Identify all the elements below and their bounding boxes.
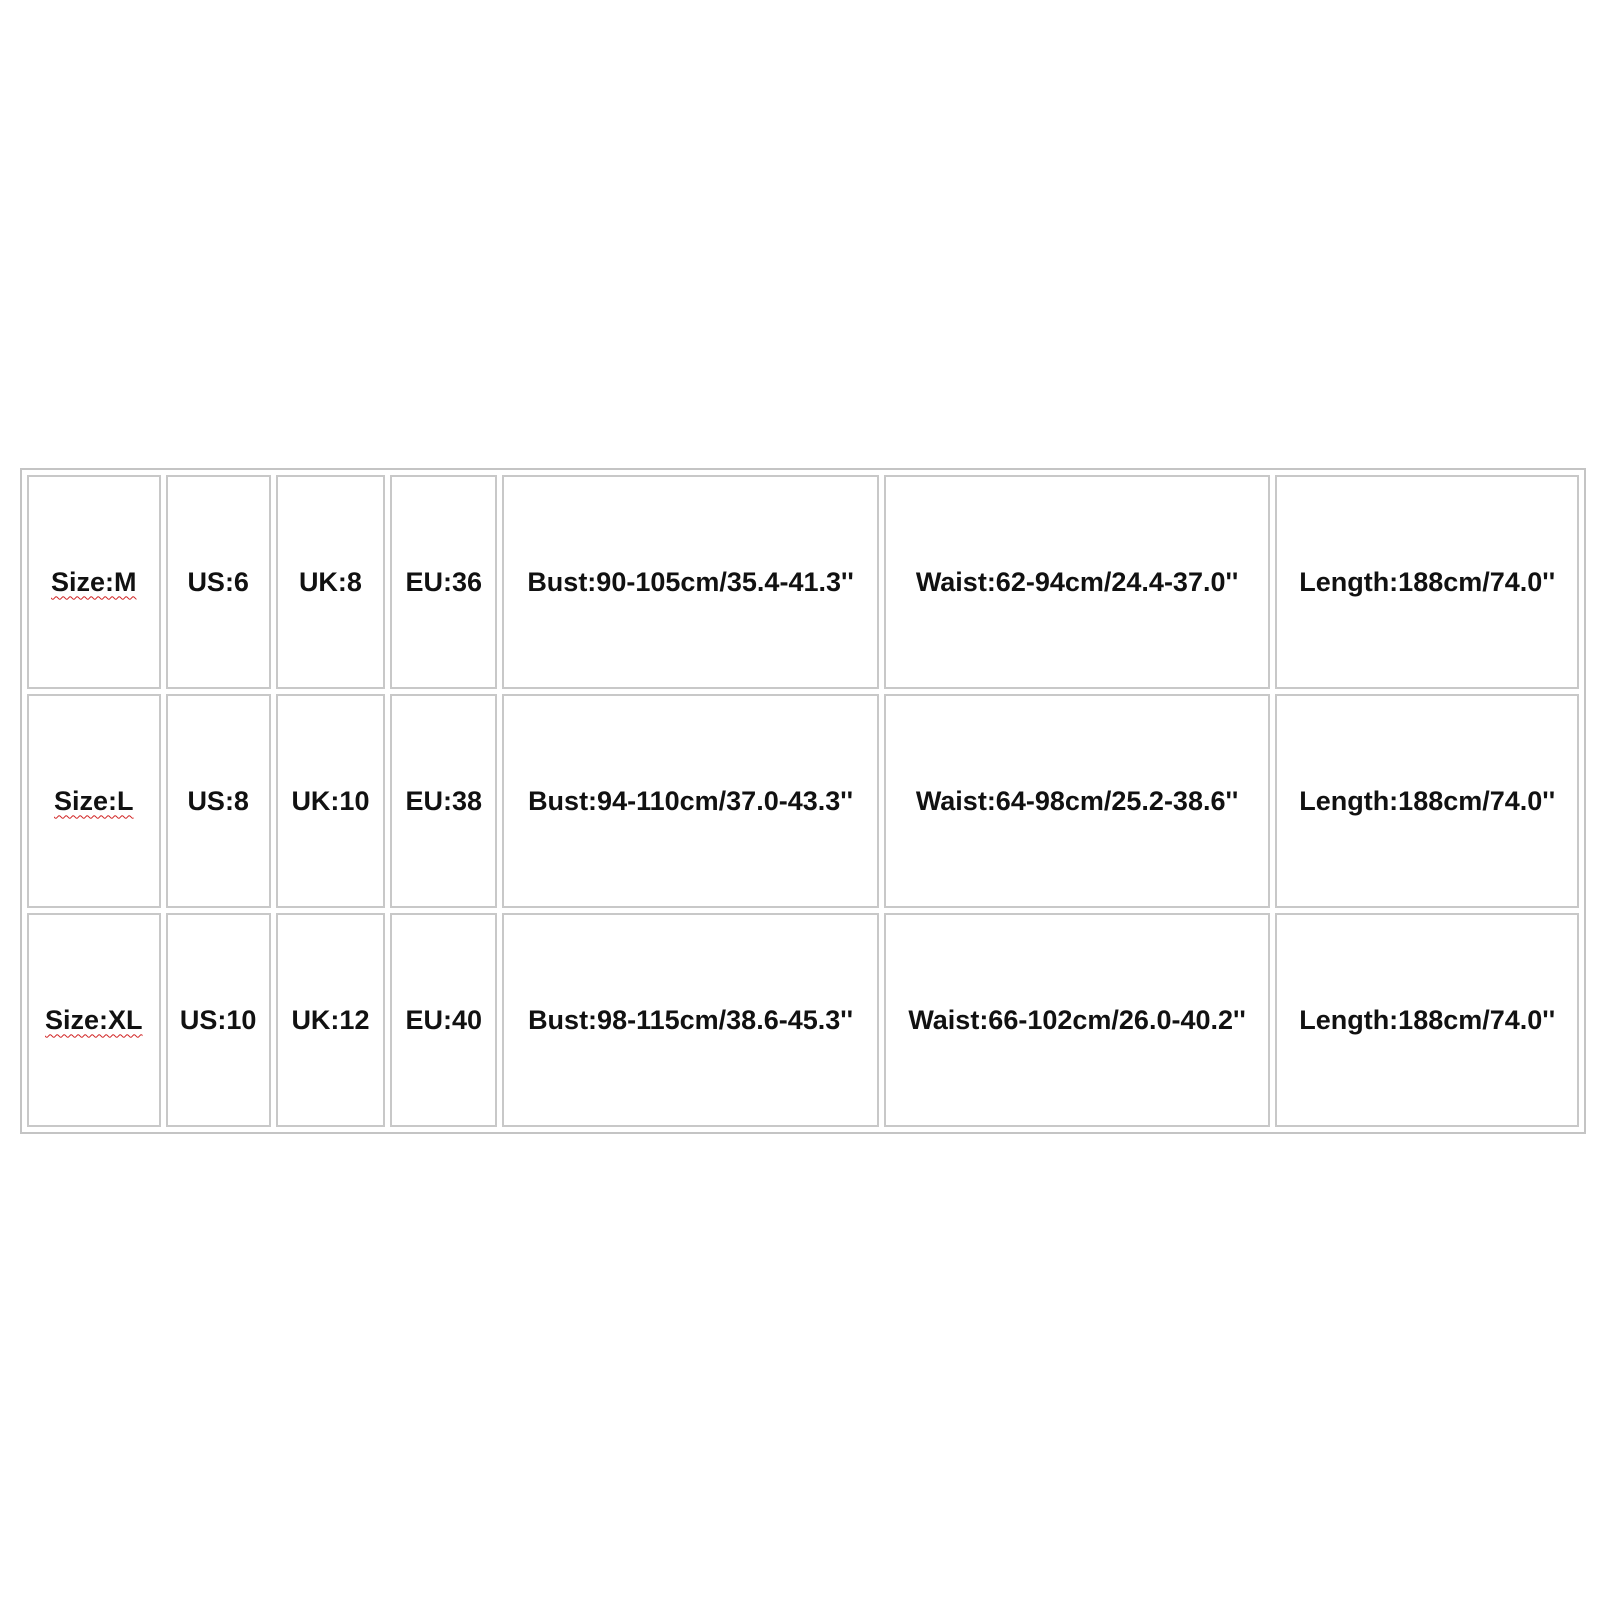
size-cell — [27, 694, 161, 908]
us-size-cell: US:6 — [166, 475, 271, 689]
us-size-cell: US:10 — [166, 913, 271, 1127]
size-row-m — [27, 475, 1579, 689]
bust-cell: Bust:94-110cm/37.0-43.3'' — [502, 694, 878, 908]
uk-size-cell: UK:12 — [276, 913, 385, 1127]
length-cell: Length:188cm/74.0'' — [1275, 913, 1579, 1127]
size-label: Size:L — [54, 785, 134, 816]
waist-cell: Waist:66-102cm/26.0-40.2'' — [884, 913, 1271, 1127]
size-row-l — [27, 694, 1579, 908]
eu-size-cell: EU:38 — [390, 694, 497, 908]
size-cell — [27, 913, 161, 1127]
eu-size-cell: EU:36 — [390, 475, 497, 689]
bust-cell: Bust:90-105cm/35.4-41.3'' — [502, 475, 878, 689]
uk-size-cell: UK:10 — [276, 694, 385, 908]
bust-cell: Bust:98-115cm/38.6-45.3'' — [502, 913, 878, 1127]
size-cell — [27, 475, 161, 689]
us-size-cell: US:8 — [166, 694, 271, 908]
waist-cell: Waist:64-98cm/25.2-38.6'' — [884, 694, 1271, 908]
length-cell: Length:188cm/74.0'' — [1275, 694, 1579, 908]
size-label: Size:M — [51, 566, 137, 597]
size-chart-table — [20, 468, 1586, 1134]
size-label: Size:XL — [45, 1004, 143, 1035]
waist-cell: Waist:62-94cm/24.4-37.0'' — [884, 475, 1271, 689]
eu-size-cell: EU:40 — [390, 913, 497, 1127]
length-cell: Length:188cm/74.0'' — [1275, 475, 1579, 689]
size-row-xl — [27, 913, 1579, 1127]
uk-size-cell: UK:8 — [276, 475, 385, 689]
